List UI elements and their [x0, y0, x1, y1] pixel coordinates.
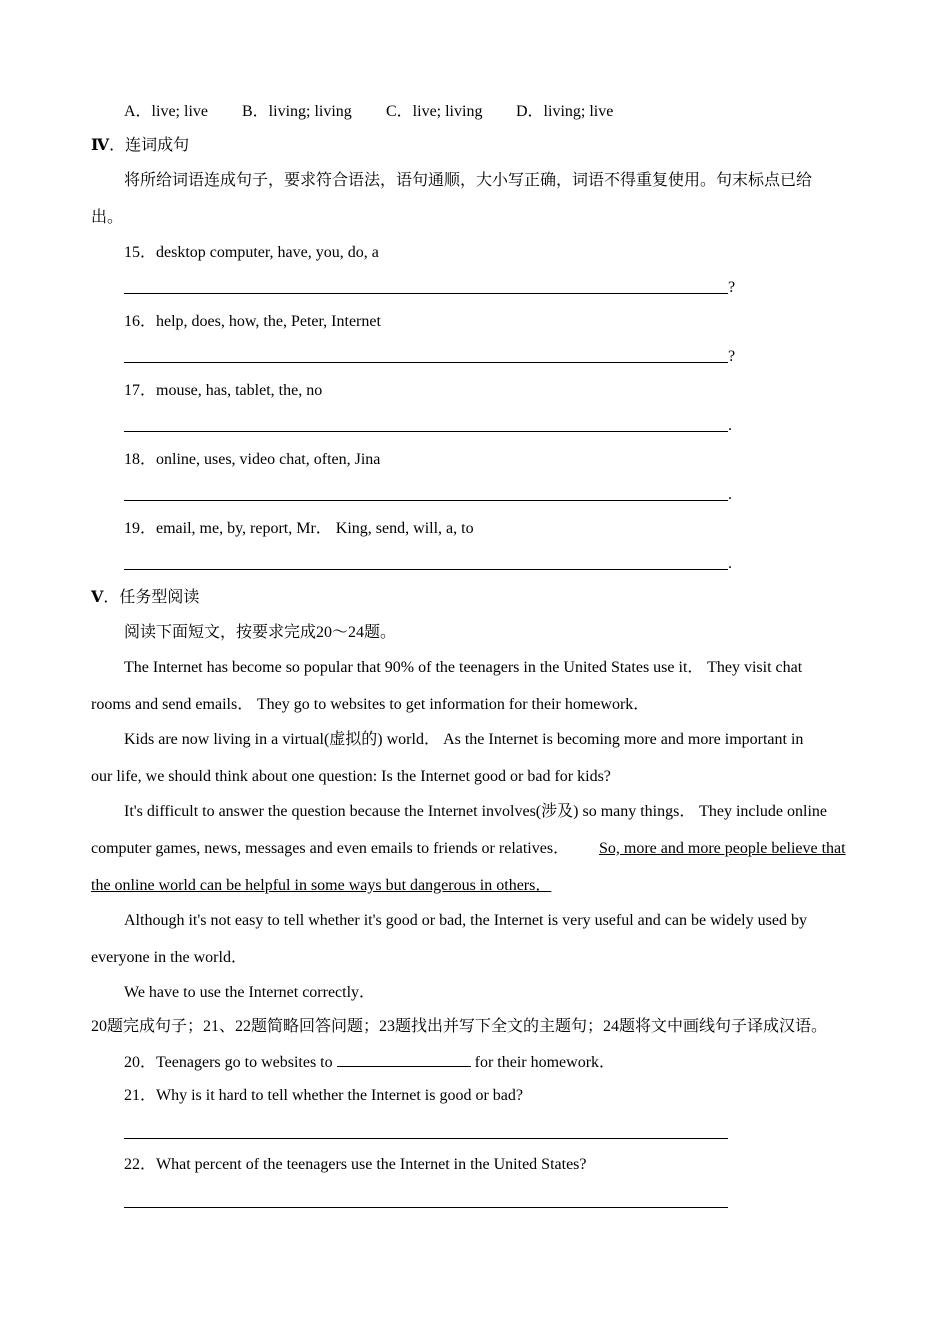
q22-prompt: 22．What percent of the teenagers use the Internet in the United States?	[124, 1156, 587, 1173]
q14-option-b[interactable]: B．living; living	[242, 103, 352, 120]
q14-option-c[interactable]: C．live; living	[386, 103, 483, 120]
q18-prompt: 18．online, uses, video chat, often, Jina	[124, 451, 381, 468]
q14-options	[124, 102, 614, 122]
q20-prompt-end: for their homework．	[474, 1054, 616, 1071]
section5-heading	[91, 588, 199, 608]
passage-p3-text: computer games, news, messages and even emails to friends or relatives．	[91, 840, 570, 857]
underlined-sentence-end: the online world can be helpful in some ways but dangerous in others．	[91, 877, 552, 894]
passage-p4-line2: everyone in the world．	[91, 949, 247, 966]
q20-prompt: 20．Teenagers go to websites to	[124, 1054, 333, 1071]
q21-answer-line[interactable]	[124, 1138, 728, 1139]
section4-instruction-cont: 出。	[91, 209, 124, 226]
passage-p1-line1: The Internet has become so popular that 90% of the teenagers in the United States use it． They visit chat	[124, 659, 803, 676]
q15-end-punct: ?	[728, 279, 736, 296]
q18-end-punct: .	[728, 486, 732, 503]
q20-line	[124, 1052, 615, 1073]
q16-answer-line[interactable]	[124, 362, 728, 363]
q17-prompt: 17．mouse, has, tablet, the, no	[124, 382, 323, 399]
q19-prompt: 19．email, me, by, report, Mr． King, send, will, a, to	[124, 520, 474, 537]
q17-answer-line[interactable]	[124, 431, 728, 432]
passage-p2-line2: our life, we should think about one question: Is the Internet good or bad for kids?	[91, 768, 611, 785]
section4-heading	[91, 136, 189, 156]
q14-option-a[interactable]: A．live; live	[124, 103, 208, 120]
q15-prompt: 15．desktop computer, have, you, do, a	[124, 244, 379, 261]
q17-end-punct: .	[728, 417, 732, 434]
q20-answer-blank[interactable]	[337, 1052, 471, 1067]
q16-prompt: 16．help, does, how, the, Peter, Internet	[124, 313, 381, 330]
q19-end-punct: .	[728, 555, 732, 572]
section5-number: Ⅴ	[91, 589, 104, 606]
section4-number: Ⅳ	[91, 137, 110, 154]
underlined-sentence-start: So, more and more people believe that	[599, 840, 846, 857]
passage-p1-line2: rooms and send emails． They go to websites to get information for their homework．	[91, 696, 650, 713]
passage-p3-line2	[91, 839, 846, 859]
q19-answer-line[interactable]	[124, 569, 728, 570]
q22-answer-line[interactable]	[124, 1207, 728, 1208]
q14-option-d[interactable]: D．living; live	[516, 103, 614, 120]
section4-instruction: 将所给词语连成句子，要求符合语法，语句通顺，大小写正确，词语不得重复使用。句末标点已给	[124, 172, 813, 189]
q16-end-punct: ?	[728, 348, 736, 365]
section5-title: ．任务型阅读	[103, 589, 200, 606]
passage-p2-line1: Kids are now living in a virtual(虚拟的) world． As the Internet is becoming more and more important in	[124, 731, 804, 748]
passage-p4-line1: Although it's not easy to tell whether it's good or bad, the Internet is very useful and can be widely used by	[124, 912, 807, 929]
section5-instruction: 阅读下面短文，按要求完成20～24题。	[124, 624, 397, 641]
task-instruction: 20题完成句子；21、22题简略回答问题；23题找出并写下全文的主题句；24题将文中画线句子译成汉语。	[91, 1018, 828, 1035]
q15-answer-line[interactable]	[124, 293, 728, 294]
section4-title: ．连词成句	[109, 137, 190, 154]
passage-p5: We have to use the Internet correctly．	[124, 984, 376, 1001]
q21-prompt: 21．Why is it hard to tell whether the Internet is good or bad?	[124, 1087, 524, 1104]
q18-answer-line[interactable]	[124, 500, 728, 501]
passage-p3-line1: It's difficult to answer the question because the Internet involves(涉及) so many things． They include online	[124, 803, 828, 820]
